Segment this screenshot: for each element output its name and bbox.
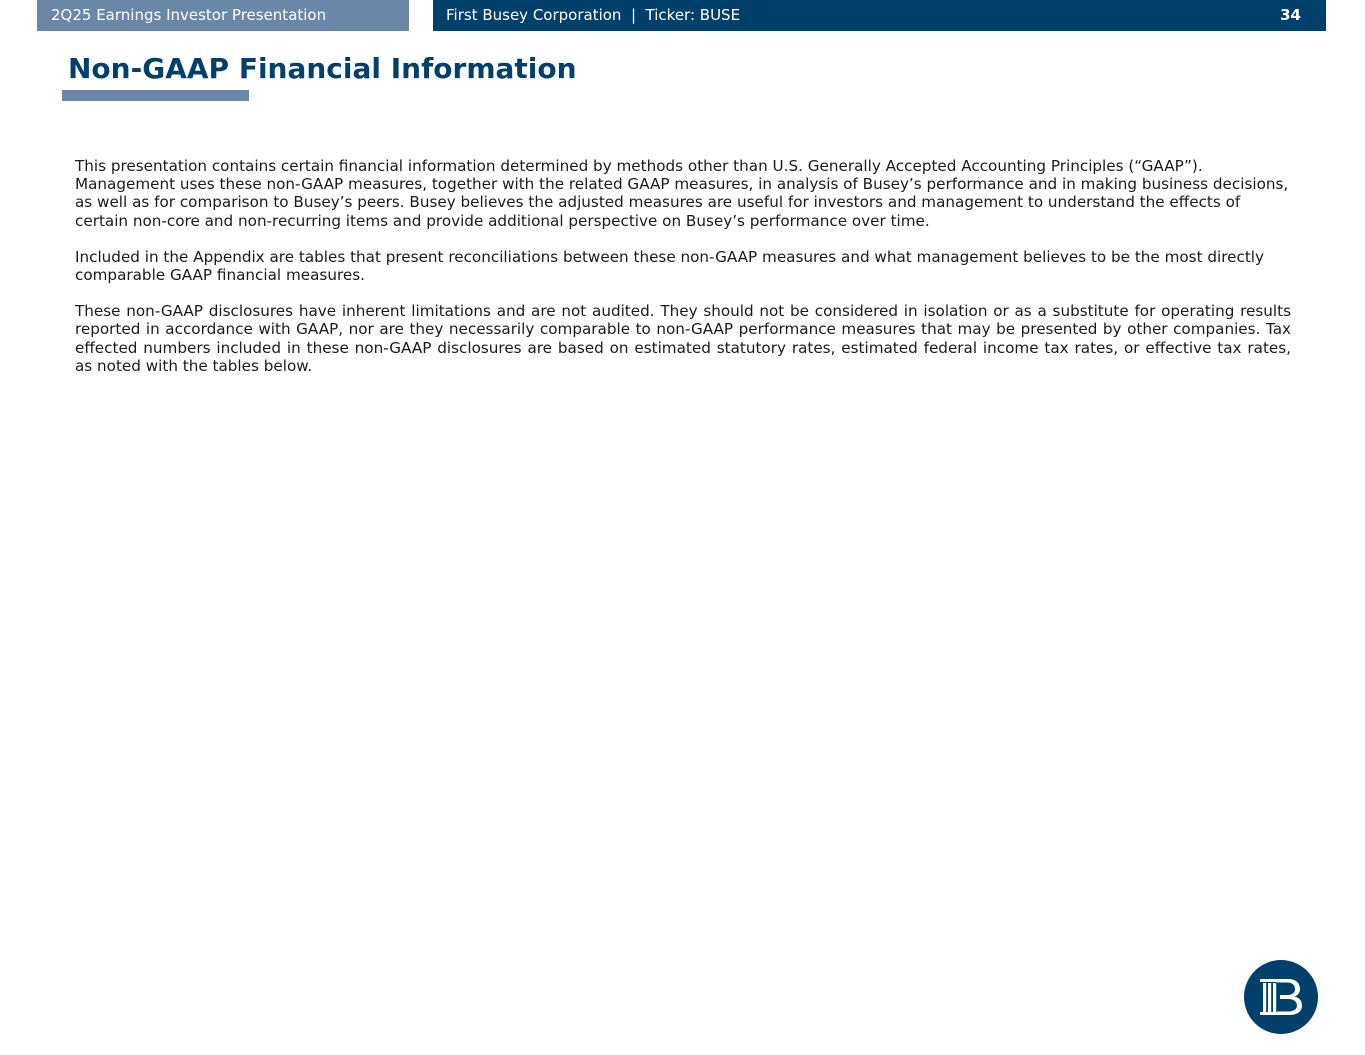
page-title: Non-GAAP Financial Information <box>68 52 577 85</box>
page-number: 34 <box>1280 6 1301 24</box>
presentation-label-text: 2Q25 Earnings Investor Presentation <box>51 6 327 24</box>
body-text <box>75 157 1291 375</box>
paragraph-appendix: Included in the Appendix are tables that present reconciliations between these non-GAAP measures and what management believes to be the most directly comparable GAAP financial measures. <box>75 247 1264 285</box>
presentation-label <box>37 0 409 31</box>
company-ticker: First Busey Corporation | Ticker: BUSE <box>446 6 741 24</box>
busey-logo-icon <box>1243 959 1319 1035</box>
company-header-bar <box>433 0 1326 31</box>
paragraph-intro: This presentation contains certain financial information determined by methods other than U.S. Generally Accepted Accounting Principles (“GAAP”). Management uses these non-GAAP measures, together with the related GAAP measures, in analysis of Busey’s performance and in making business decisions, as well as for comparison to Busey’s peers. Busey believes the adjusted measures are useful for investors and management to understand the effects of certain non-core and non-recurring items and provide additional perspective on Busey’s performance over time. <box>75 157 1289 230</box>
paragraph-limitations: These non-GAAP disclosures have inherent limitations and are not audited. They should not be considered in isolation or as a substitute for operating results reported in accordance with GAAP, nor are they necessarily comparable to non-GAAP performance measures that may be presented by other companies. Tax effected numbers included in these non-GAAP disclosures are based on estimated statutory rates, estimated federal income tax rates, or effective tax rates, as noted with the tables below. <box>75 302 1291 375</box>
title-underline <box>62 90 249 101</box>
